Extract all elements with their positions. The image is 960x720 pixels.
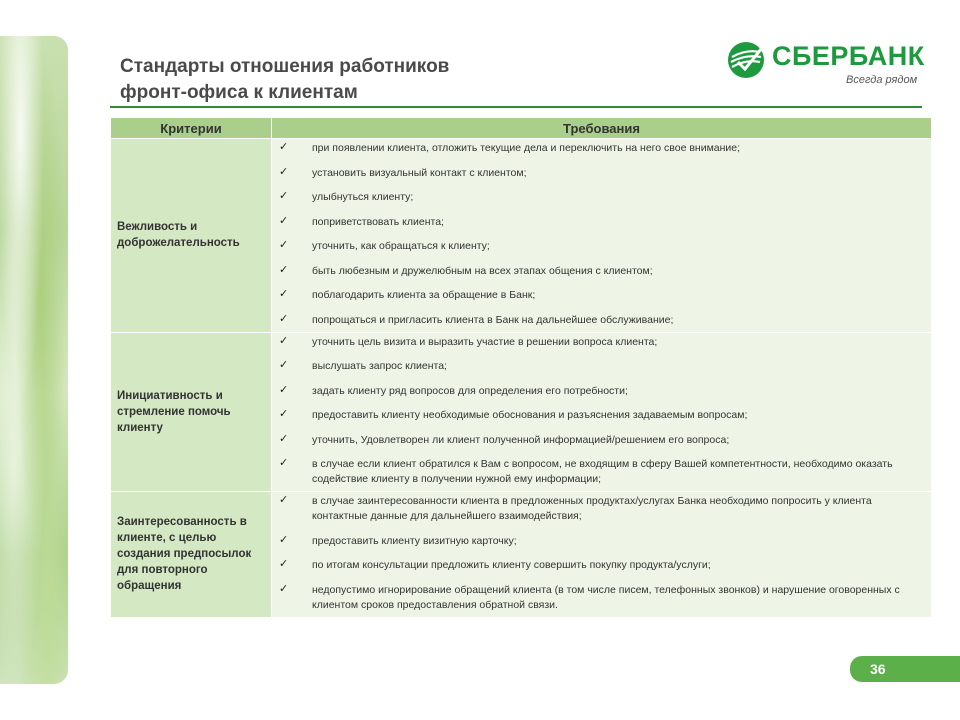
table-row [111, 332, 932, 492]
checkmark-icon: ✓ [279, 359, 289, 371]
checkmark-icon: ✓ [279, 190, 289, 202]
checkmark-icon: ✓ [279, 533, 289, 546]
checkmark-icon: ✓ [279, 582, 289, 595]
criterion-cell: Инициативность и стремление помочь клиенту [111, 332, 272, 492]
title-divider [110, 106, 922, 108]
list-item [272, 583, 931, 613]
list-item [272, 494, 931, 524]
requirement-text: задать клиенту ряд вопросов для определения его потребности; [312, 384, 628, 397]
table-header-row [111, 118, 932, 139]
criterion-cell: Вежливость и доброжелательность [111, 139, 272, 333]
list-item [272, 433, 931, 448]
requirement-text: предоставить клиенту визитную карточку; [312, 534, 517, 547]
list-item [272, 359, 931, 374]
list-item [272, 141, 931, 156]
list-item [272, 408, 931, 423]
checkmark-icon: ✓ [279, 239, 289, 251]
list-item [272, 534, 931, 549]
requirements-list [272, 494, 931, 613]
page-number-badge [850, 656, 960, 682]
checkmark-icon: ✓ [279, 383, 289, 396]
logo-name: СБЕРБАНК [772, 41, 925, 71]
list-item [272, 313, 931, 328]
requirement-text: установить визуальный контакт с клиентом; [312, 166, 527, 179]
list-item [272, 384, 931, 399]
checkmark-icon: ✓ [279, 312, 289, 325]
list-item [272, 558, 931, 573]
requirements-list [272, 141, 931, 328]
page-number: 36 [870, 661, 886, 677]
list-item [272, 264, 931, 279]
table-row [111, 139, 932, 333]
requirements-list [272, 335, 931, 488]
sberbank-logo [726, 38, 926, 90]
requirement-text: в случае заинтересованности клиента в предложенных продуктах/услугах Банка необходимо попросить у клиента контактные данные для дальнейшего взаимодействия; [312, 495, 872, 522]
checkmark-icon: ✓ [279, 494, 289, 506]
requirement-text: поприветствовать клиента; [312, 215, 444, 228]
requirement-text: уточнить цель визита и выразить участие в решении вопроса клиента; [312, 335, 658, 348]
standards-table [110, 117, 932, 618]
table-row [111, 492, 932, 618]
requirements-cell [272, 139, 932, 333]
column-header-requirements: Требования [272, 118, 932, 139]
checkmark-icon: ✓ [279, 457, 289, 469]
requirement-text: быть любезным и дружелюбным на всех этапах общения с клиентом; [312, 264, 653, 277]
requirement-text: улыбнуться клиенту; [312, 191, 414, 203]
requirement-text: уточнить, Удовлетворен ли клиент полученной информацией/решением его вопроса; [312, 433, 730, 446]
list-item [272, 166, 931, 181]
criterion-cell: Заинтересованность в клиенте, с целью создания предпосылок для повторного обращения [111, 492, 272, 618]
list-item [272, 215, 931, 230]
checkmark-icon: ✓ [279, 334, 289, 347]
sberbank-logo-icon [726, 40, 766, 80]
requirement-text: поблагодарить клиента за обращение в Банк; [312, 289, 536, 301]
page-title [120, 54, 449, 106]
checkmark-icon: ✓ [279, 165, 289, 178]
title-line-1: Стандарты отношения работников [120, 56, 450, 77]
requirement-text: предоставить клиенту необходимые обоснования и разъяснения задаваемым вопросам; [312, 409, 748, 421]
list-item [272, 457, 931, 487]
requirement-text: попрощаться и пригласить клиента в Банк на дальнейшее обслуживание; [312, 313, 674, 326]
list-item [272, 190, 931, 205]
checkmark-icon: ✓ [279, 432, 289, 445]
logo-slogan: Всегда рядом [846, 74, 918, 86]
checkmark-icon: ✓ [279, 558, 289, 570]
column-header-criteria: Критерии [111, 118, 272, 139]
requirement-text: недопустимо игнорирование обращений клиента (в том числе писем, телефонных звонков) и нарушение оговоренных с клиентом сроков предоставления обратной связи. [312, 583, 900, 611]
checkmark-icon: ✓ [279, 408, 289, 420]
title-line-2: фронт-офиса к клиентам [120, 82, 358, 103]
list-item [272, 335, 931, 350]
list-item [272, 239, 931, 254]
requirements-cell [272, 492, 932, 618]
requirement-text: по итогам консультации предложить клиенту совершить покупку продукта/услуги; [312, 559, 711, 571]
requirement-text: при появлении клиента, отложить текущие дела и переключить на него свое внимание; [312, 142, 741, 154]
requirements-cell [272, 332, 932, 492]
checkmark-icon: ✓ [279, 214, 289, 227]
table-body [111, 139, 932, 618]
requirement-text: выслушать запрос клиента; [312, 360, 447, 372]
checkmark-icon: ✓ [279, 288, 289, 300]
requirement-text: уточнить, как обращаться к клиенту; [312, 240, 490, 252]
decorative-side-band [0, 36, 68, 684]
checkmark-icon: ✓ [279, 263, 289, 276]
checkmark-icon: ✓ [279, 141, 289, 153]
list-item [272, 288, 931, 303]
requirement-text: в случае если клиент обратился к Вам с вопросом, не входящим в сферу Вашей компетентности, необходимо оказать содействие клиенту в получении нужной ему информации; [312, 458, 893, 485]
